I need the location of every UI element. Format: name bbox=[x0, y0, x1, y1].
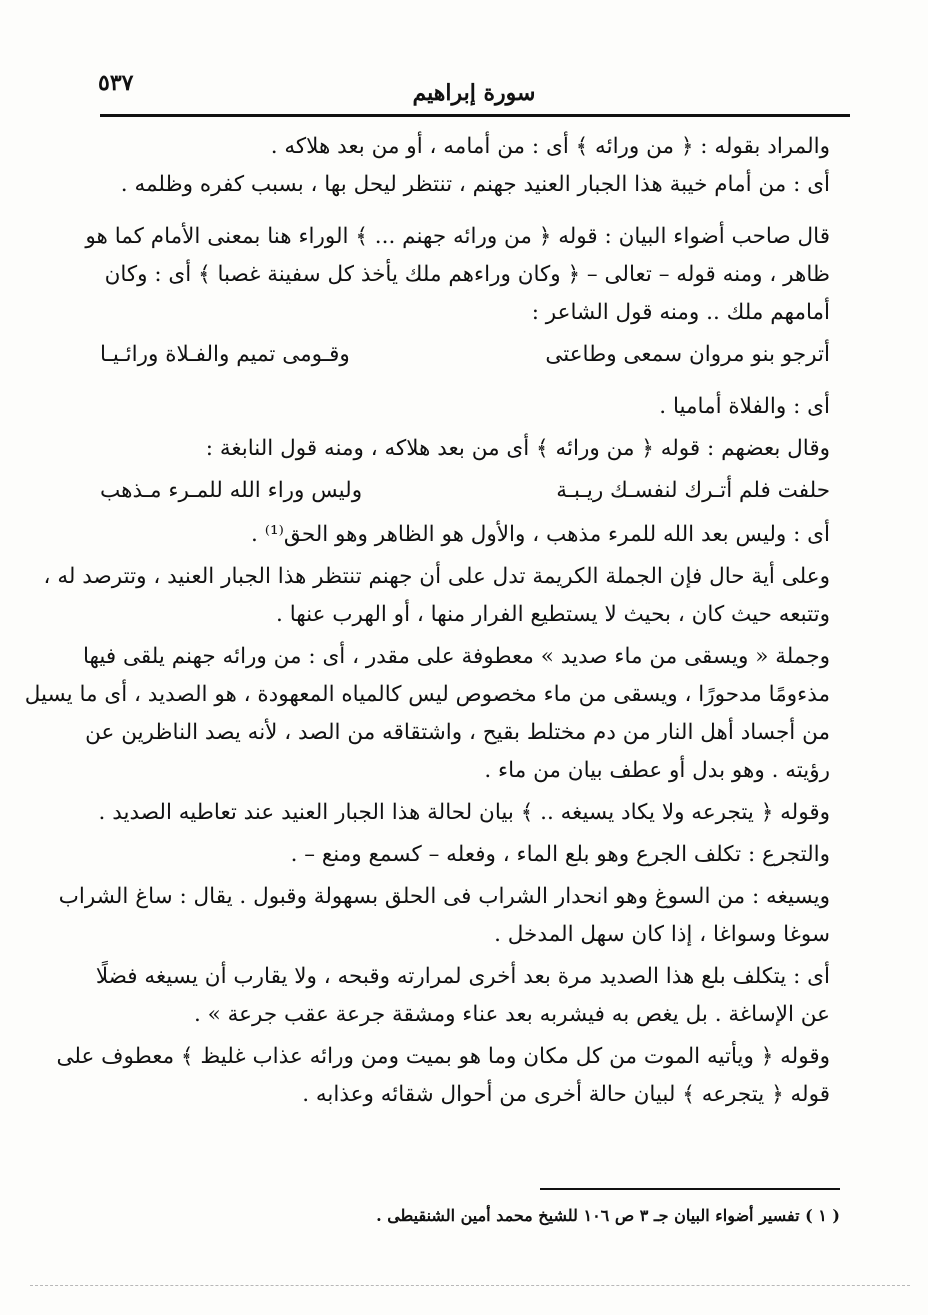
text-line: عن الإساغة . بل يغص به فيشربه بعد عناء ومشقة جرعة عقب جرعة » . bbox=[194, 1002, 830, 1027]
text-line: وقوله ﴿ يتجرعه ولا يكاد يسيغه .. ﴾ بيان لحالة هذا الجبار العنيد عند تعاطيه الصديد . bbox=[98, 800, 830, 825]
text-line: أى : والفلاة أماميا . bbox=[659, 394, 830, 419]
verse-first-hemistich: أترجو بنو مروان سمعى وطاعتى bbox=[545, 342, 830, 367]
paragraph bbox=[56, 1038, 830, 1114]
text-line: مذءومًا مدحورًا ، ويسقى من ماء مخصوص ليس كالمياه المعهودة ، هو الصديد ، أى ما يسيل bbox=[24, 682, 830, 707]
paragraph bbox=[100, 128, 830, 204]
paragraph bbox=[43, 558, 830, 634]
text-line: وتتبعه حيث كان ، بحيث لا يستطيع الفرار منها ، أو الهرب عنها . bbox=[276, 602, 830, 627]
poetry-verse bbox=[100, 472, 830, 510]
paragraph bbox=[58, 878, 830, 954]
paragraph bbox=[100, 516, 830, 554]
text-line: سوغا وسواغا ، إذا كان سهل المدخل . bbox=[494, 922, 830, 947]
text-line: والتجرع : تكلف الجرع وهو بلع الماء ، وفعله – كسمع ومنع – . bbox=[290, 842, 830, 867]
text-line: أى : يتكلف بلع هذا الصديد مرة بعد أخرى لمرارته وقبحه ، ولا يقارب أن يسيغه فضلًا bbox=[95, 964, 830, 989]
paragraph bbox=[100, 836, 830, 874]
text-line: من أجساد أهل النار من دم مختلط بقيح ، واشتقاقه من الصد ، لأنه يصد الناظرين عن bbox=[85, 720, 830, 745]
page-header bbox=[98, 66, 850, 112]
text-line: قوله ﴿ يتجرعه ﴾ لبيان حالة أخرى من أحوال شقائه وعذابه . bbox=[302, 1082, 830, 1107]
text-line: وعلى أية حال فإن الجملة الكريمة تدل على أن جهنم تنتظر هذا الجبار العنيد ، وتترصد له ، bbox=[43, 564, 830, 589]
verse-second-hemistich: وليس وراء الله للمـرء مـذهب bbox=[100, 478, 363, 503]
paragraph bbox=[85, 218, 830, 332]
paragraph bbox=[95, 958, 830, 1034]
page-body bbox=[24, 128, 830, 1118]
text-line: والمراد بقوله : ﴿ من ورائه ﴾ أى : من أمامه ، أو من بعد هلاكه . bbox=[270, 134, 830, 159]
footnote-rule bbox=[540, 1188, 840, 1190]
text-line: وجملة « ويسقى من ماء صديد » معطوفة على مقدر ، أى : من ورائه جهنم يلقى فيها bbox=[82, 644, 830, 669]
text-line: أمامهم ملك .. ومنه قول الشاعر : bbox=[531, 300, 830, 325]
text-line: ويسيغه : من السوغ وهو انحدار الشراب فى الحلق بسهولة وقبول . يقال : ساغ الشراب bbox=[58, 884, 830, 909]
text-line: وقال بعضهم : قوله ﴿ من ورائه ﴾ أى من بعد هلاكه ، ومنه قول النابغة : bbox=[205, 436, 830, 461]
verse-first-hemistich: حلفت فلم أتـرك لنفسـك ريـبـة bbox=[556, 478, 830, 503]
running-title: سورة إبراهيم bbox=[412, 80, 536, 106]
header-rule bbox=[100, 114, 850, 117]
paragraph bbox=[100, 388, 830, 426]
text-line: وقوله ﴿ ويأتيه الموت من كل مكان وما هو بميت ومن ورائه عذاب غليظ ﴾ معطوف على bbox=[56, 1044, 830, 1069]
footnote: ( ١ ) تفسير أضواء البيان جـ ٣ ص ١٠٦ للشيخ محمد أمين الشنقيطى . bbox=[376, 1206, 840, 1225]
poetry-verse bbox=[100, 336, 830, 374]
text-line: قال صاحب أضواء البيان : قوله ﴿ من ورائه جهنم ... ﴾ الوراء هنا بمعنى الأمام كما هو bbox=[85, 224, 830, 249]
verse-second-hemistich: وقـومى تميم والفـلاة ورائـيـا bbox=[100, 342, 350, 367]
text-line: أى : وليس بعد الله للمرء مذهب ، والأول هو الظاهر وهو الحق⁽¹⁾ . bbox=[251, 522, 830, 547]
text-line: رؤيته . وهو بدل أو عطف بيان من ماء . bbox=[484, 758, 830, 783]
paragraph bbox=[100, 430, 830, 468]
page-number: ٥٣٧ bbox=[98, 70, 134, 96]
paragraph bbox=[24, 638, 830, 790]
paragraph bbox=[100, 794, 830, 832]
text-line: أى : من أمام خيبة هذا الجبار العنيد جهنم ، تنتظر ليحل بها ، بسبب كفره وظلمه . bbox=[120, 172, 830, 197]
scan-artifact-line bbox=[30, 1285, 910, 1286]
text-line: ظاهر ، ومنه قوله – تعالى – ﴿ وكان وراءهم ملك يأخذ كل سفينة غصبا ﴾ أى : وكان bbox=[104, 262, 830, 287]
